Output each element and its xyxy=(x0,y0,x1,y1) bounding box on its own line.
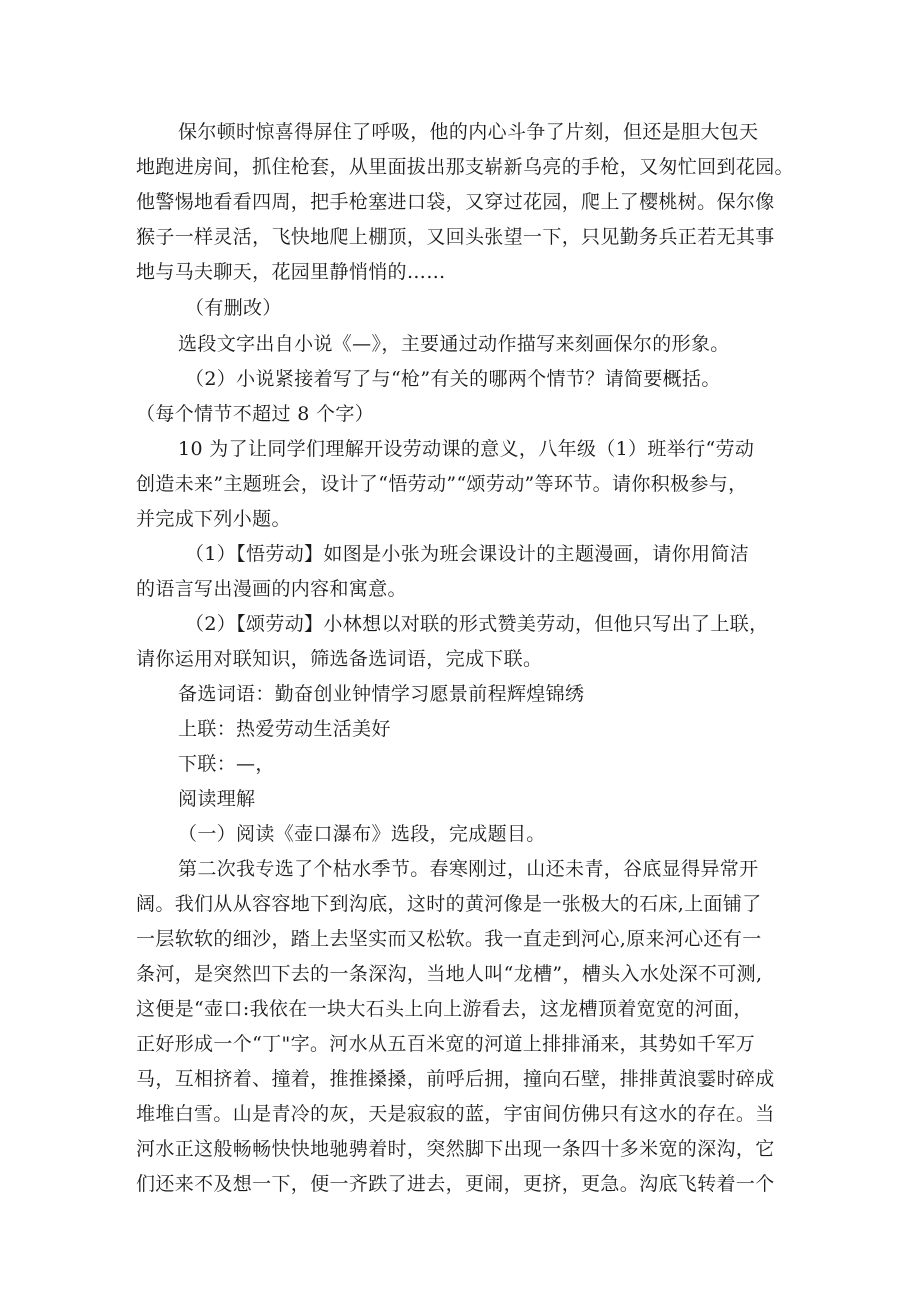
q10-upper-couplet: 上联：热爱劳动生活美好 xyxy=(178,718,391,740)
q10-lower-couplet: 下联：—， xyxy=(178,753,275,775)
reading-passage-line-3: 一层软软的细沙，踏上去坚实而又松软。我一直走到河心,原来河心还有一 xyxy=(136,928,762,950)
q10-intro-line-1: 10 为了让同学们理解开设劳动课的意义，八年级（1）班举行“劳动 xyxy=(178,438,755,460)
q10-sub2-line-2: 请你运用对联知识，筛选备选词语，完成下联。 xyxy=(136,648,543,670)
q10-candidate-words: 备选词语：勤奋创业钟情学习愿景前程辉煌锦绣 xyxy=(178,683,585,705)
passage1-line-2: 地跑进房间，抓住枪套，从里面拔出那支崭新乌亮的手枪，又匆忙回到花园。 xyxy=(136,156,794,178)
q10-sub1-line-2: 的语言写出漫画的内容和寓意。 xyxy=(136,578,407,600)
reading-passage-line-8: 堆堆白雪。山是青冷的灰，天是寂寂的蓝，宇宙间仿佛只有这水的存在。当 xyxy=(136,1103,775,1125)
passage1-note: （有删改） xyxy=(185,297,282,319)
q10-sub1-line-1: （1）【悟劳动】如图是小张为班会课设计的主题漫画，请你用简洁 xyxy=(185,543,750,565)
reading-passage-line-7: 马，互相挤着、撞着，推推搡搡，前呼后拥，撞向石壁，排排黄浪霎时碎成 xyxy=(136,1068,775,1090)
reading-passage-line-9: 河水正这般畅畅快快地驰骋着时，突然脚下出现一条四十多米宽的深沟，它 xyxy=(136,1138,775,1160)
reading-passage-line-1: 第二次我专选了个枯水季节。春寒刚过，山还未青，谷底显得异常开 xyxy=(178,858,759,880)
passage1-line-4: 猴子一样灵活，飞快地爬上棚顶，又回头张望一下，只见勤务兵正若无其事 xyxy=(136,226,775,248)
q10-intro-line-3: 并完成下列小题。 xyxy=(136,508,291,530)
passage1-line-1: 保尔顿时惊喜得屏住了呼吸，他的内心斗争了片刻，但还是胆大包天 xyxy=(178,121,759,143)
reading-passage-line-4: 条河，是突然凹下去的一条深沟，当地人叫“龙槽”，槽头入水处深不可测, xyxy=(136,963,763,985)
reading-passage-line-10: 们还来不及想一下，便一齐跌了进去，更闹，更挤，更急。沟底飞转着一个 xyxy=(136,1173,775,1195)
reading-passage-line-2: 阔。我们从从容容地下到沟底，这时的黄河像是一张极大的石床,上面铺了 xyxy=(136,893,762,915)
passage1-line-3: 他警惕地看看四周，把手枪塞进口袋，又穿过花园，爬上了樱桃树。保尔像 xyxy=(136,191,775,213)
q9-part1: 选段文字出自小说《—》，主要通过动作描写来刻画保尔的形象。 xyxy=(178,333,730,355)
reading-sub-heading: （一）阅读《壶口瀑布》选段，完成题目。 xyxy=(178,823,546,845)
q9-part2-line-2: （每个情节不超过 8 个字） xyxy=(136,403,375,425)
reading-passage-line-6: 正好形成一个“丁"字。河水从五百米宽的河道上排排涌来，其势如千军万 xyxy=(136,1033,756,1055)
passage1-line-5: 地与马夫聊天，花园里静悄悄的…… xyxy=(136,261,446,283)
q9-part2-line-1: （2）小说紧接着写了与“枪”有关的哪两个情节？请简要概括。 xyxy=(185,368,721,390)
q10-sub2-line-1: （2）【颂劳动】小林想以对联的形式赞美劳动，但他只写出了上联， xyxy=(185,613,769,635)
reading-passage-line-5: 这便是“壶口:我依在一块大石头上向上游看去，这龙槽顶着宽宽的河面， xyxy=(136,998,753,1020)
q10-intro-line-2: 创造未来”主题班会，设计了“悟劳动”“颂劳动”等环节。请你积极参与， xyxy=(136,473,748,495)
reading-heading: 阅读理解 xyxy=(178,788,256,810)
